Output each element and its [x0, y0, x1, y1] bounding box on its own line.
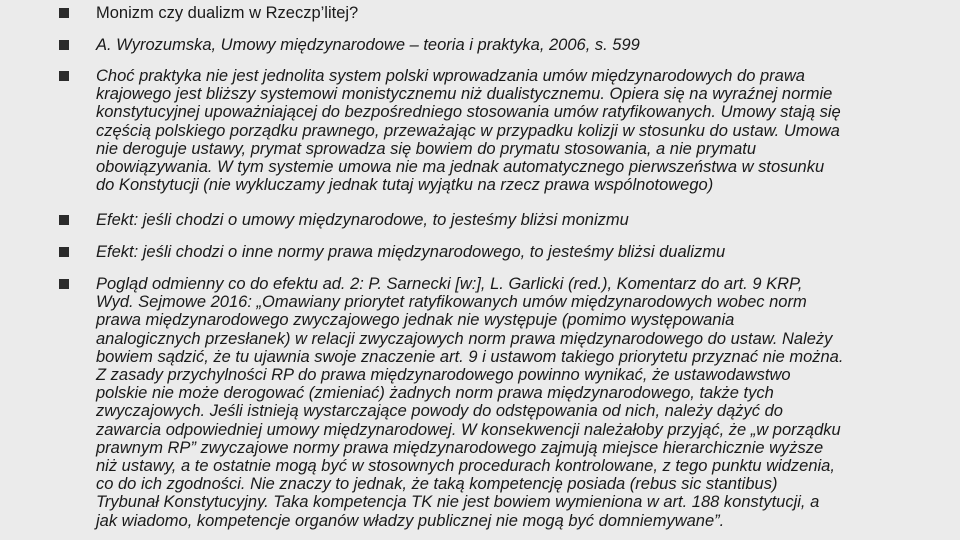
text-line: Trybunał Konstytucyjny. Taka kompetencja TK nie jest bowiem wymieniona w art. 188 konstytucji, a [96, 493, 820, 512]
text-line: nie deroguje ustawy, prymat sprowadza się bowiem do prymatu stosowania, a nie prymatu [96, 139, 757, 158]
text-line: do Konstytucji (nie wykluczamy jednak tutaj wyjątku na rzecz prawa wspólnotowego) [96, 176, 714, 195]
square-bullet-icon [59, 279, 69, 289]
text-line: Wyd. Sejmowe 2016: „Omawiany priorytet ratyfikowanych umów międzynarodowych wobec norm [96, 293, 807, 312]
text-line: częścią polskiego porządku prawnego, przeważając w przypadku kolizji w stosunku do ustaw. Umowa [96, 121, 840, 140]
bullet-text [96, 4, 960, 22]
square-bullet-icon [59, 40, 69, 50]
bullet-text [96, 275, 960, 530]
text-line: konstytucyjnej upoważniającej do bezpośredniego stosowania umów ratyfikowanych. Umowy stają się [96, 103, 841, 122]
square-bullet-icon [59, 215, 69, 225]
bullet-text [96, 211, 960, 229]
text-line: polskie nie może derogować (zmieniać) żadnych norm prawa międzynarodowego, także tych [96, 384, 774, 403]
text-line: bowiem sądzić, że tu ujawnia swoje znaczenie art. 9 i ustawom takiego priorytetu przyznać nie można. [96, 347, 844, 366]
text-line: A. Wyrozumska, Umowy międzynarodowe – teoria i praktyka, 2006, s. 599 [96, 36, 640, 54]
text-line: Z zasady przychylności RP do prawa międzynarodowego powinno wynikać, że ustawodawstwo [96, 366, 791, 385]
square-bullet-icon [59, 247, 69, 257]
text-line: Pogląd odmienny co do efektu ad. 2: P. Sarnecki [w:], L. Garlicki (red.), Komentarz do art. 9 KRP, [96, 275, 803, 293]
text-line: zwyczajowych. Jeśli istnieją wystarczające powody do odstępowania od nich, należy dążyć do [96, 402, 783, 421]
text-line: Efekt: jeśli chodzi o umowy międzynarodowe, to jesteśmy bliżsi monizmu [96, 211, 629, 229]
text-line: co do ich zgodności. Nie znaczy to jednak, że taką kompetencję posiada (rebus sic stantibus) [96, 475, 778, 494]
text-line: Choć praktyka nie jest jednolita system polski wprowadzania umów międzynarodowych do prawa [96, 67, 805, 85]
text-line: Monizm czy dualizm w Rzeczp’litej? [96, 4, 359, 22]
bullet-text [96, 67, 960, 194]
square-bullet-icon [59, 71, 69, 81]
text-line: obowiązywania. W tym systemie umowa nie ma jednak automatycznego pierwszeństwa w stosunku [96, 158, 825, 177]
text-line: prawa międzynarodowego zwyczajowego jednak nie występuje (pomimo występowania [96, 311, 735, 330]
text-line: prawnym RP” zwyczajowe normy prawa międzynarodowego zajmują miejsce hierarchicznie wyższe [96, 438, 824, 457]
text-line: krajowego jest bliższy systemowi monistycznemu niż dualistycznemu. Opiera się na wyraźnej normie [96, 85, 833, 104]
text-line: jak wiadomo, kompetencje organów władzy publicznej nie mogą być domniemywane”. [96, 511, 725, 530]
bullet-text [96, 36, 960, 54]
text-line: analogicznych przesłanek) w relacji zwyczajowych norm prawa międzynarodowego do ustaw. Należy [96, 329, 833, 348]
text-line: zawarcia odpowiedniej umowy międzynarodowej. W konsekwencji należałoby przyjąć, że „w porządku [96, 420, 841, 439]
text-line: Efekt: jeśli chodzi o inne normy prawa międzynarodowego, to jesteśmy bliżsi dualizmu [96, 243, 726, 261]
bullet-text [96, 243, 960, 261]
square-bullet-icon [59, 8, 69, 18]
text-line: niż ustawy, a te ostatnie mogą być w stosownych procedurach kontrolowane, z tego punktu widzenia, [96, 457, 835, 476]
